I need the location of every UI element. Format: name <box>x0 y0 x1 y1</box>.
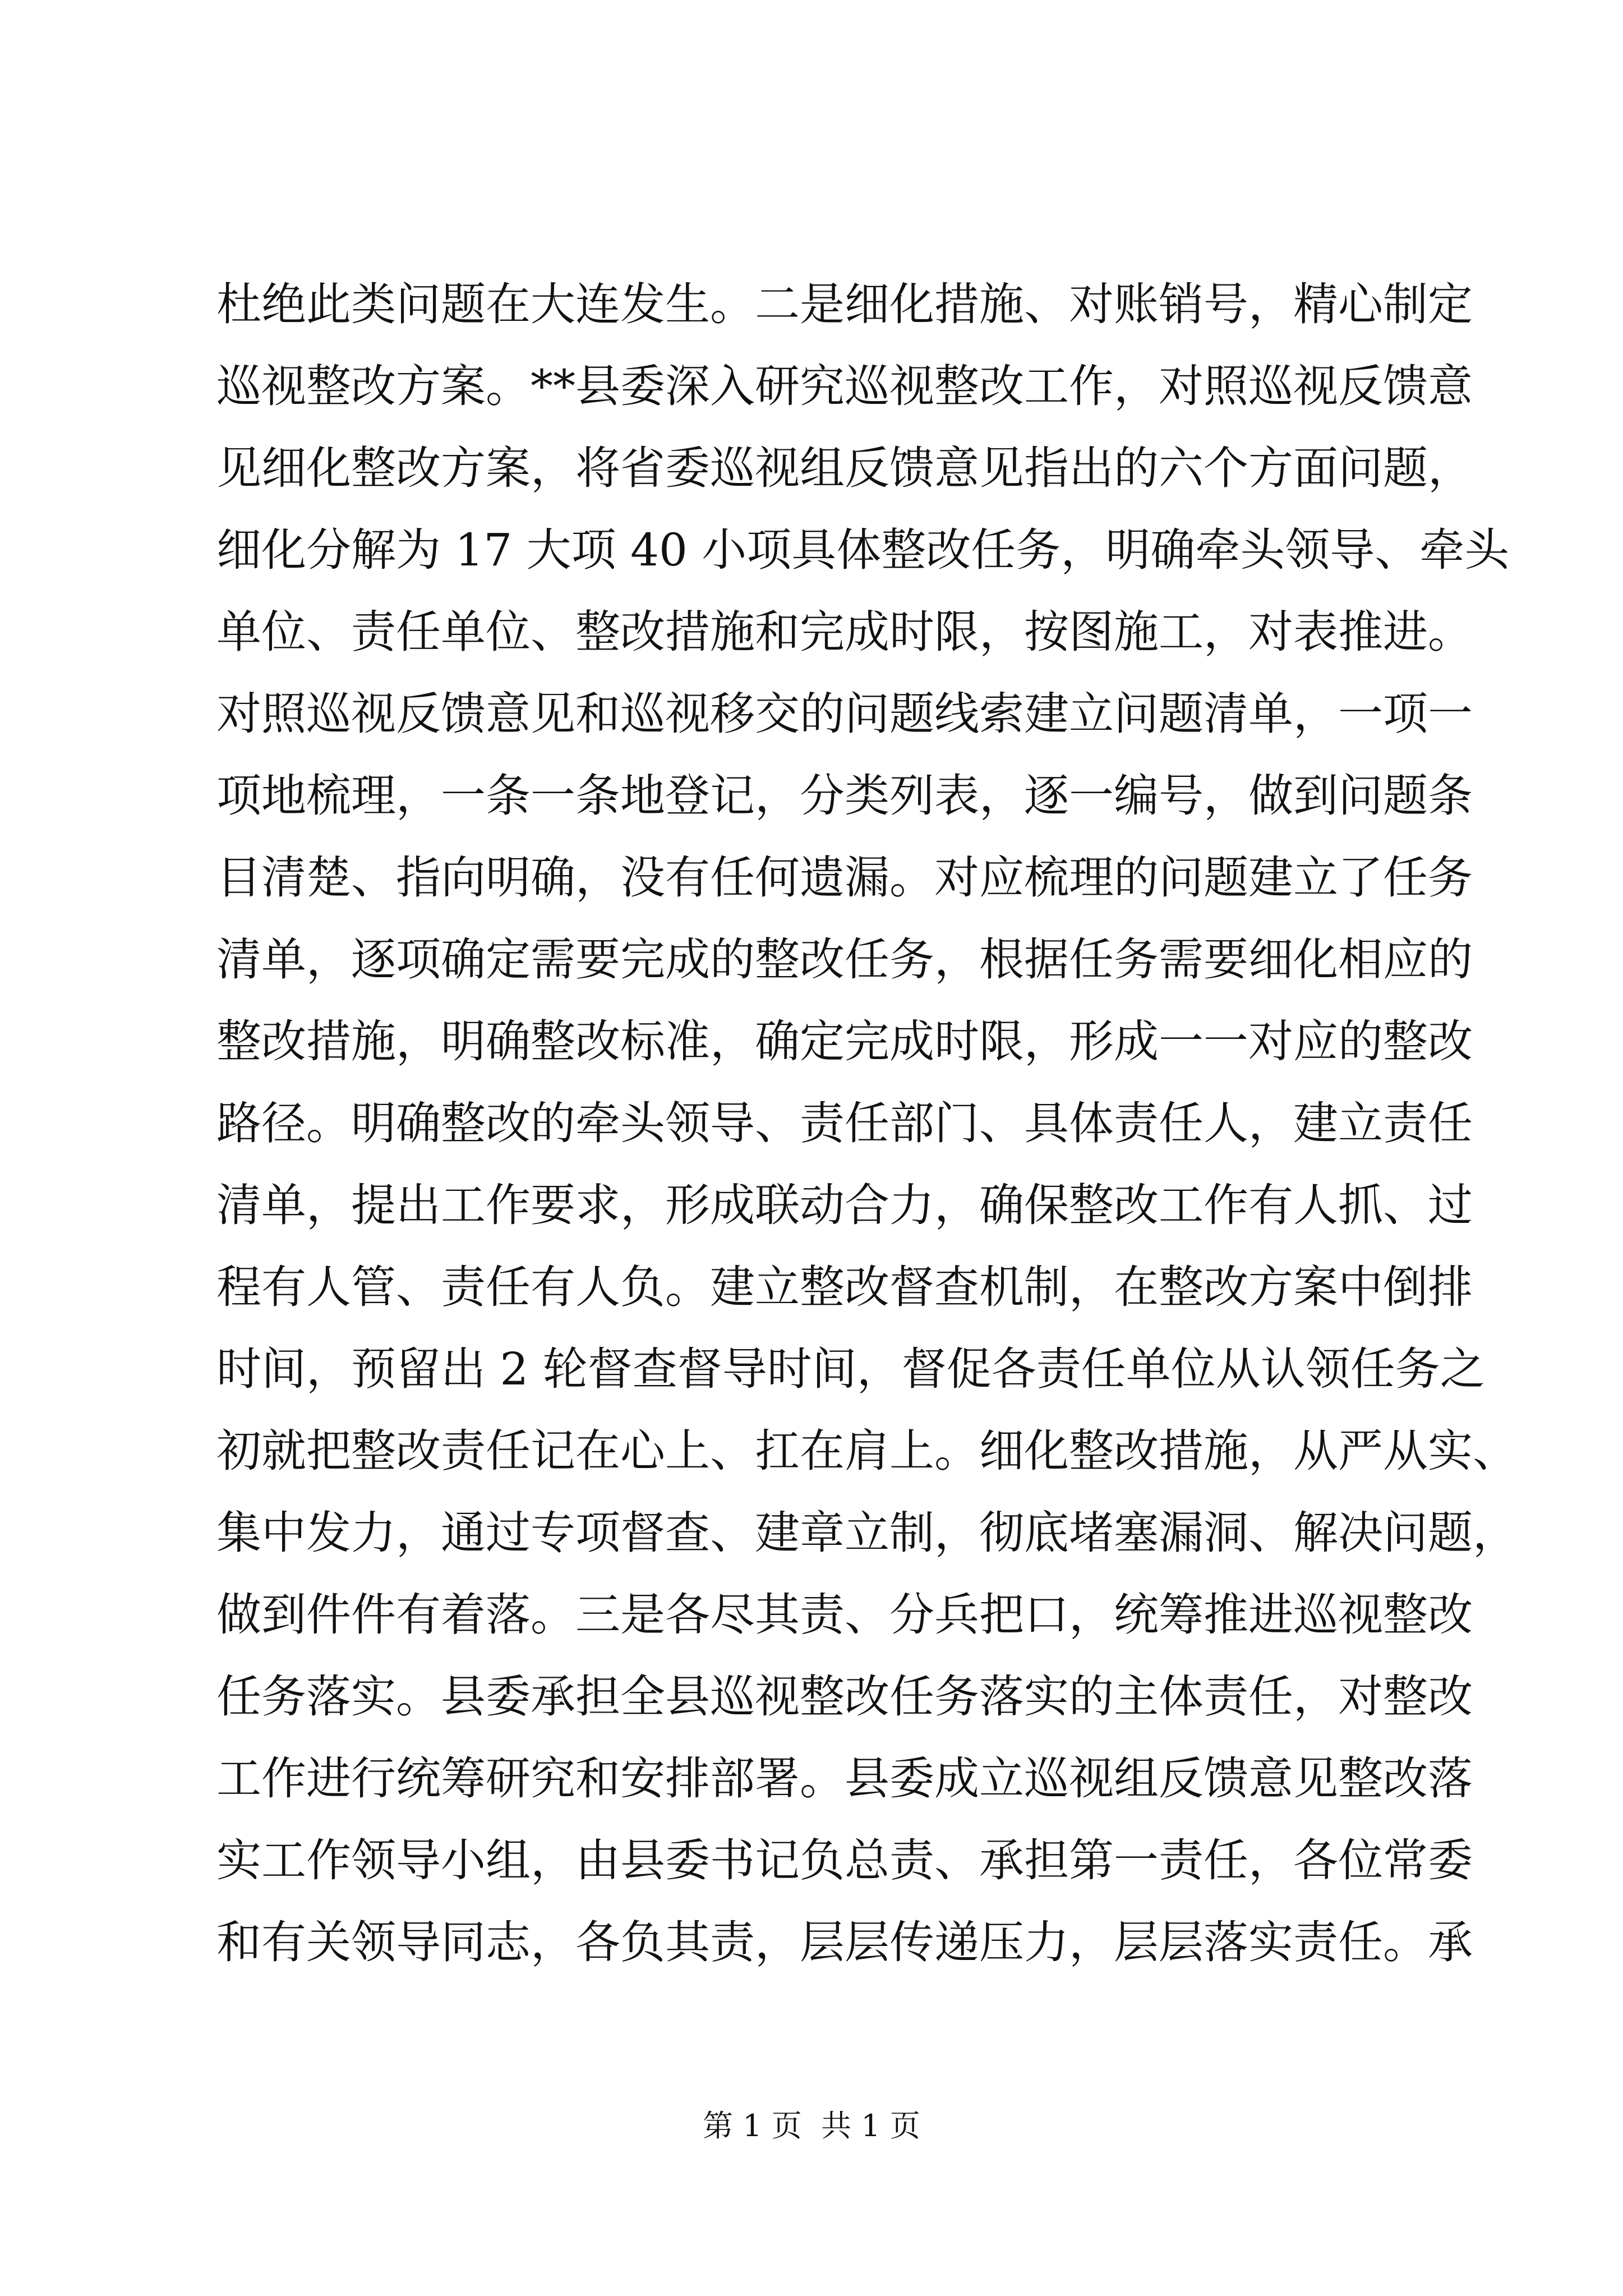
text-line: 巡视整改方案。**县委深入研究巡视整改工作，对照巡视反馈意 <box>216 360 1473 412</box>
text-line: 程有人管、责任有人负。建立整改督查机制，在整改方案中倒排 <box>216 1261 1473 1313</box>
text-line: 初就把整改责任记在心上、扛在肩上。细化整改措施，从严从实、 <box>216 1425 1518 1477</box>
page-footer <box>0 2106 1623 2146</box>
text-line: 清单，提出工作要求，形成联动合力，确保整改工作有人抓、过 <box>216 1179 1473 1231</box>
text-line: 实工作领导小组，由县委书记负总责、承担第一责任，各位常委 <box>216 1834 1473 1887</box>
text-line: 做到件件有着落。三是各尽其责、分兵把口，统筹推进巡视整改 <box>216 1589 1473 1641</box>
text-line: 时间，预留出 2 轮督查督导时间，督促各责任单位从认领任务之 <box>216 1343 1485 1395</box>
body-paragraph <box>216 264 1518 1984</box>
text-line: 单位、责任单位、整改措施和完成时限，按图施工，对表推进。 <box>216 606 1473 658</box>
text-line: 项地梳理，一条一条地登记，分类列表，逐一编号，做到问题条 <box>216 770 1473 822</box>
text-line: 清单，逐项确定需要完成的整改任务，根据任务需要细化相应的 <box>216 933 1473 986</box>
text-line: 见细化整改方案，将省委巡视组反馈意见指出的六个方面问题， <box>216 442 1473 494</box>
text-line: 工作进行统筹研究和安排部署。县委成立巡视组反馈意见整改落 <box>216 1752 1473 1805</box>
text-line: 整改措施，明确整改标准，确定完成时限，形成一一对应的整改 <box>216 1015 1473 1068</box>
text-line: 杜绝此类问题在大连发生。二是细化措施、对账销号，精心制定 <box>216 278 1473 330</box>
text-line: 对照巡视反馈意见和巡视移交的问题线索建立问题清单，一项一 <box>216 688 1473 740</box>
text-line: 任务落实。县委承担全县巡视整改任务落实的主体责任，对整改 <box>216 1671 1473 1723</box>
text-line: 细化分解为 17 大项 40 小项具体整改任务，明确牵头领导、牵头 <box>216 524 1510 576</box>
text-line: 和有关领导同志，各负其责，层层传递压力，层层落实责任。承 <box>216 1916 1473 1968</box>
text-line: 目清楚、指向明确，没有任何遗漏。对应梳理的问题建立了任务 <box>216 852 1473 904</box>
text-line: 集中发力，通过专项督查、建章立制，彻底堵塞漏洞、解决问题， <box>216 1507 1518 1559</box>
text-line: 路径。明确整改的牵头领导、责任部门、具体责任人，建立责任 <box>216 1097 1473 1149</box>
page-number: 第 1 页 共 1 页 <box>703 2108 920 2143</box>
